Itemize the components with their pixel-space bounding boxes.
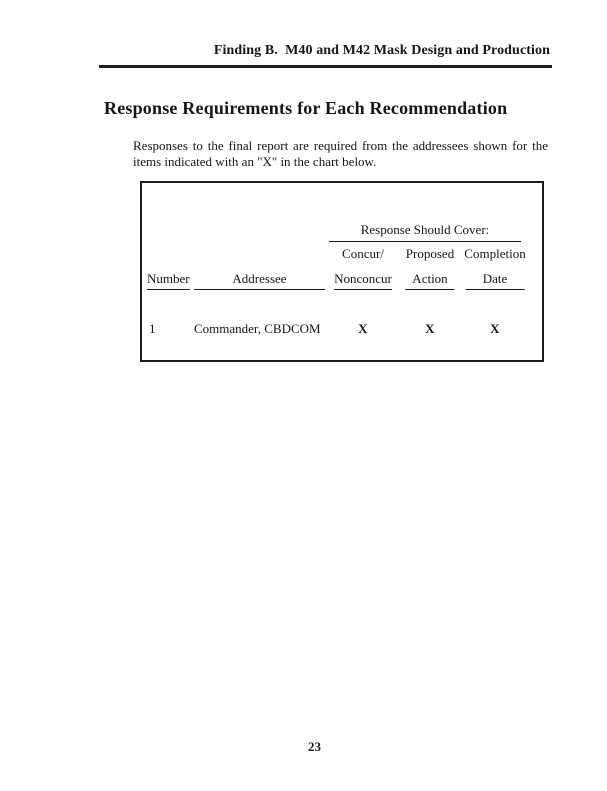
page-number: 23	[308, 739, 321, 754]
row-cell-concur-x: X	[358, 321, 368, 336]
row-cell-completion-x: X	[490, 321, 500, 336]
row-cell-number: 1	[149, 321, 156, 336]
row-cell-addressee: Commander, CBDCOM	[194, 321, 321, 336]
column-header-concur-bottom: Nonconcur	[334, 271, 392, 290]
column-header-completion-bottom: Date	[466, 271, 525, 290]
span-header-response-should-cover: Response Should Cover:	[329, 222, 521, 242]
running-header: Finding B. M40 and M42 Mask Design and Production	[213, 43, 550, 58]
requirements-table	[140, 181, 544, 362]
column-header-number: Number	[147, 271, 190, 290]
header-rule	[99, 65, 552, 68]
column-header-concur-top: Concur/	[342, 246, 384, 261]
section-title: Response Requirements for Each Recommendation	[104, 98, 508, 118]
intro-line-1: Responses to the final report are required from the addressees shown for the	[133, 138, 548, 153]
column-header-proposed-bottom: Action	[405, 271, 454, 290]
column-header-proposed-top: Proposed	[405, 246, 455, 261]
row-cell-proposed-x: X	[425, 321, 435, 336]
intro-paragraph	[133, 138, 548, 169]
intro-line-2: items indicated with an "X" in the chart below.	[133, 153, 377, 169]
column-header-completion-top: Completion	[464, 246, 526, 261]
column-header-addressee: Addressee	[194, 271, 325, 290]
